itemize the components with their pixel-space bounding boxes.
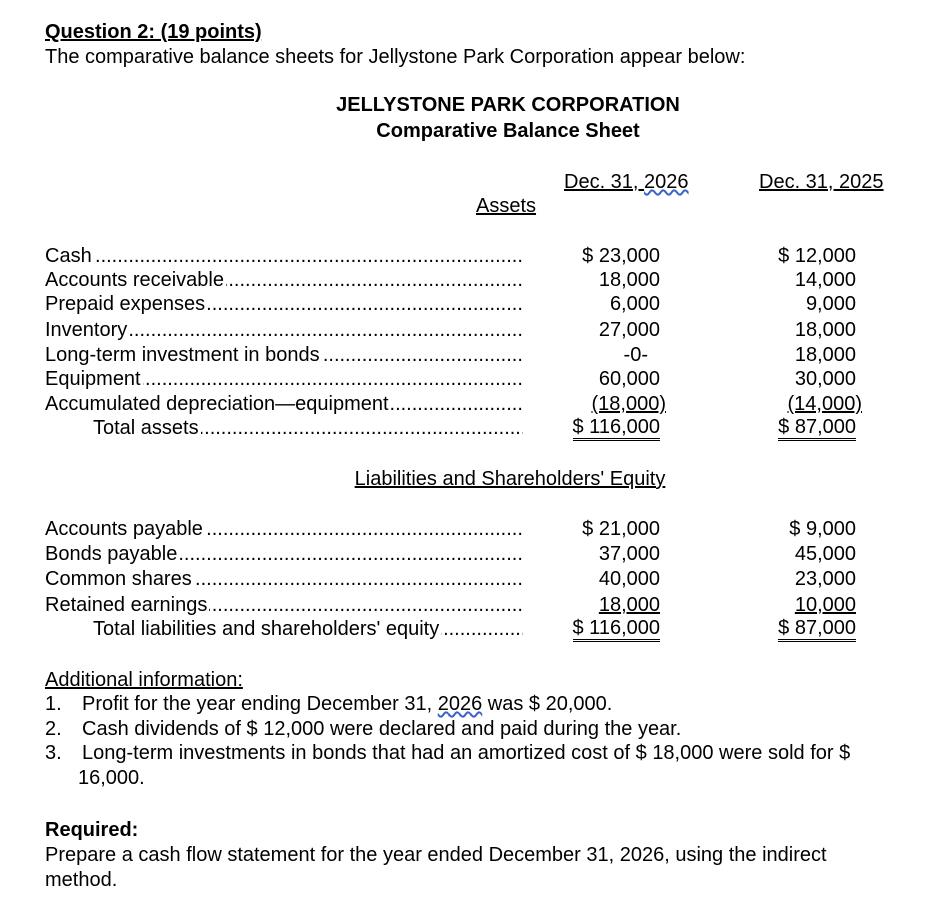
asset-value-2026: 18,000: [598, 269, 660, 291]
liability-row-label: ..... Common shares: [45, 567, 523, 591]
asset-row-label: ..... Long-term investment in bonds: [45, 343, 523, 367]
liability-value-2026: 18,000: [598, 594, 660, 616]
liabilities-heading: Liabilities and Shareholders' Equity: [354, 468, 666, 490]
asset-value-2025: 14,000: [794, 269, 856, 291]
additional-item-continued: 16,000.: [78, 767, 145, 789]
asset-value-2025: 18,000: [794, 344, 856, 366]
asset-row-label: ..... Accounts receivable: [45, 268, 523, 292]
required-text-line2: method.: [45, 869, 118, 891]
statement-title: Comparative Balance Sheet: [376, 120, 640, 142]
asset-value-2026: -0-: [623, 344, 648, 366]
asset-value-2025: (14,000): [787, 393, 862, 415]
total-assets-label: ..... Total assets: [93, 416, 523, 440]
company-name: JELLYSTONE PARK CORPORATION: [336, 94, 680, 116]
total-assets-2026: $ 116,000: [573, 416, 661, 441]
liability-row-label: ..... Accounts payable: [45, 517, 523, 541]
asset-value-2026: (18,000): [591, 393, 666, 415]
liability-value-2025: 23,000: [794, 568, 856, 590]
assets-heading: Assets: [476, 195, 537, 217]
total-assets-2025: $ 87,000: [778, 416, 856, 441]
liability-value-2025: 45,000: [794, 543, 856, 565]
column-header-2025: Dec. 31, 2025: [759, 171, 884, 193]
asset-row-label: ..... Prepaid expenses: [45, 292, 523, 316]
asset-value-2026: 60,000: [598, 368, 660, 390]
additional-item: 1. Profit for the year ending December 31, 2026 was $ 20,000.: [45, 693, 613, 715]
liability-row-label: ..... Retained earnings: [45, 593, 523, 617]
asset-row-label: ..... Inventory: [45, 318, 523, 342]
asset-value-2026: 27,000: [598, 319, 660, 341]
question-intro: The comparative balance sheets for Jellystone Park Corporation appear below:: [45, 46, 746, 68]
liability-value-2026: $ 21,000: [582, 518, 660, 540]
liability-value-2025: $ 9,000: [789, 518, 856, 540]
required-text-line1: Prepare a cash flow statement for the year ended December 31, 2026, using the indirect: [45, 844, 827, 866]
additional-item: 2. Cash dividends of $ 12,000 were declared and paid during the year.: [45, 718, 682, 740]
asset-value-2025: 30,000: [794, 368, 856, 390]
asset-row-label: ..... Accumulated depreciation—equipment: [45, 392, 523, 416]
total-liabilities-2025: $ 87,000: [778, 617, 856, 642]
required-heading: Required:: [45, 819, 139, 841]
asset-value-2025: $ 12,000: [778, 245, 856, 267]
column-header-2026: Dec. 31, 2026: [564, 171, 689, 193]
additional-info-heading: Additional information:: [45, 669, 243, 691]
asset-value-2026: 6,000: [609, 293, 660, 315]
additional-item: 3. Long-term investments in bonds that had an amortized cost of $ 18,000 were sold for $: [45, 742, 851, 764]
liability-value-2026: 37,000: [598, 543, 660, 565]
total-liabilities-2026: $ 116,000: [573, 617, 661, 642]
liability-value-2025: 10,000: [794, 594, 856, 616]
asset-row-label: ..... Cash: [45, 244, 523, 268]
question-title: Question 2: (19 points): [45, 21, 262, 43]
asset-value-2025: 18,000: [794, 319, 856, 341]
asset-value-2025: 9,000: [805, 293, 856, 315]
liability-row-label: ..... Bonds payable: [45, 542, 523, 566]
total-liabilities-label: ..... Total liabilities and shareholders' equity: [93, 617, 523, 641]
liability-value-2026: 40,000: [598, 568, 660, 590]
asset-row-label: ..... Equipment: [45, 367, 523, 391]
asset-value-2026: $ 23,000: [582, 245, 660, 267]
